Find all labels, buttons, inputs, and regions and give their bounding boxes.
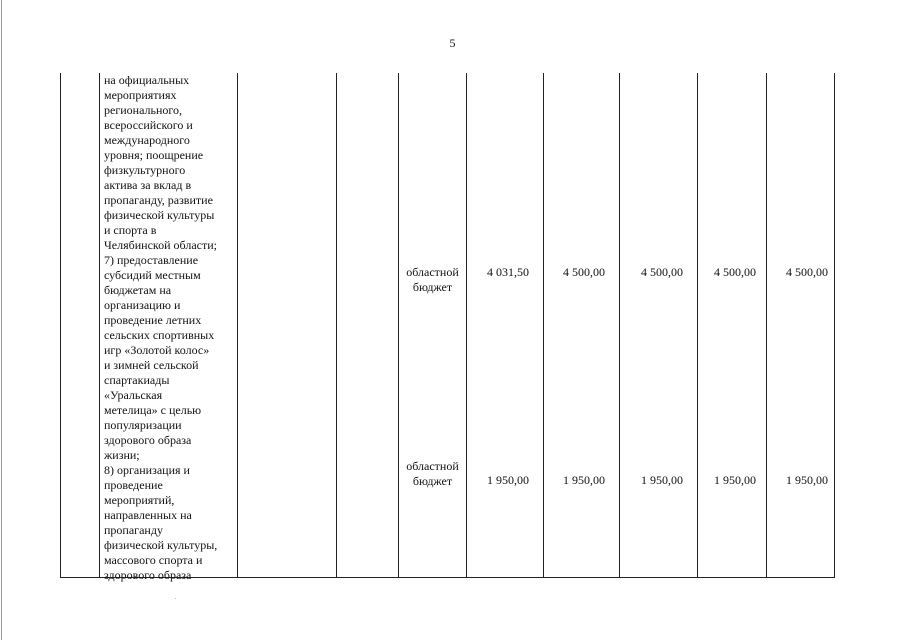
description-line: спартакиады (104, 373, 170, 387)
description-line: бюджетам на (104, 283, 172, 297)
value-cell: 4 031,50 (487, 265, 529, 279)
source-cell (399, 459, 466, 489)
description-line: пропаганду, развитие (104, 193, 213, 207)
description-line: субсидий местным (104, 268, 201, 282)
description-line: 8) организация и (104, 463, 190, 477)
value-cell: 1 950,00 (563, 473, 605, 487)
source-label: областной (406, 459, 459, 473)
description-line: на официальных (104, 73, 190, 87)
description-line: популяризации (104, 418, 182, 432)
description-line: Челябинской области; (104, 238, 217, 252)
description-line: пропаганду (104, 523, 163, 537)
description-line: 7) предоставление (104, 253, 199, 267)
description-line: актива за вклад в (104, 178, 192, 192)
description-line: и зимней сельской (104, 358, 199, 372)
description-line: регионального, (104, 103, 183, 117)
value-cell: 4 500,00 (786, 265, 828, 279)
column-divider (766, 73, 767, 577)
value-cell: 1 950,00 (714, 473, 756, 487)
value-cell: 1 950,00 (641, 473, 683, 487)
description-cell (104, 73, 239, 583)
column-divider (398, 73, 399, 577)
column-divider (543, 73, 544, 577)
source-label: бюджет (412, 474, 453, 488)
description-line: здорового образа (104, 568, 192, 582)
description-line: здорового образа (104, 433, 192, 447)
column-divider (697, 73, 698, 577)
column-divider (99, 73, 100, 577)
description-line: мероприятиях (104, 88, 177, 102)
description-line: сельских спортивных (104, 328, 215, 342)
scan-edge-line (1, 0, 2, 640)
value-cell: 1 950,00 (487, 473, 529, 487)
description-line: жизни; (104, 448, 140, 462)
scan-speck (175, 598, 176, 599)
value-cell: 4 500,00 (641, 265, 683, 279)
description-line: физической культуры, (104, 538, 218, 552)
description-line: международного (104, 133, 190, 147)
column-divider (619, 73, 620, 577)
description-line: направленных на (104, 508, 192, 522)
value-cell: 4 500,00 (563, 265, 605, 279)
description-line: игр «Золотой колос» (104, 343, 210, 357)
source-label: бюджет (412, 280, 453, 294)
value-cell: 1 950,00 (786, 473, 828, 487)
description-line: массового спорта и (104, 553, 203, 567)
source-cell (399, 265, 466, 295)
description-line: проведение летних (104, 313, 202, 327)
description-line: «Уральская (104, 388, 163, 402)
description-line: организацию и (104, 298, 181, 312)
column-divider (336, 73, 337, 577)
description-line: мероприятий, (104, 493, 175, 507)
source-label: областной (406, 265, 459, 279)
description-line: уровня; поощрение (104, 148, 204, 162)
budget-table (60, 73, 835, 582)
description-line: проведение (104, 478, 163, 492)
description-line: всероссийского и (104, 118, 193, 132)
description-line: физической культуры (104, 208, 215, 222)
description-line: и спорта в (104, 223, 157, 237)
page-number: 5 (449, 36, 456, 50)
description-line: физкультурного (104, 163, 186, 177)
value-cell: 4 500,00 (714, 265, 756, 279)
column-divider (466, 73, 467, 577)
description-line: метелица» с целью (104, 403, 202, 417)
